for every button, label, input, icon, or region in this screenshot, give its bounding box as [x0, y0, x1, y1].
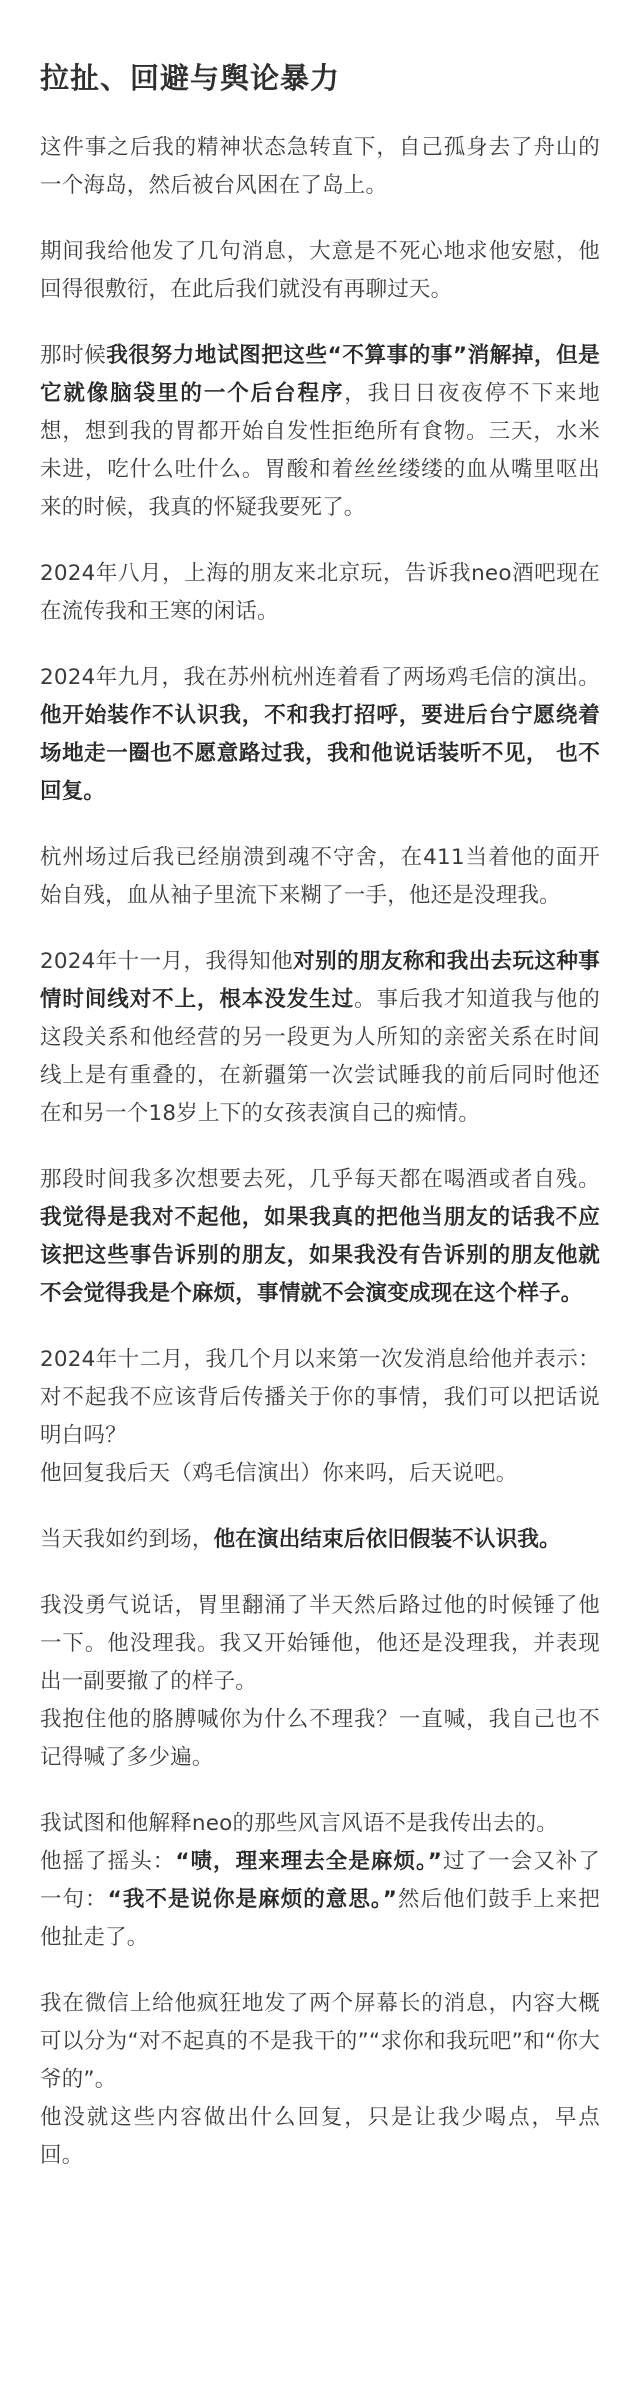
paragraph: [40, 129, 600, 205]
paragraph-text: 我在微信上给他疯狂地发了两个屏幕长的消息，内容大概可以分为“对不起真的不是我干的”“求你和我玩吧”和“你大爷的”。: [40, 1991, 600, 2092]
article-body: [40, 129, 600, 2175]
paragraph-text: 然后他们鼓手上来把他扯走了。: [40, 1887, 600, 1950]
paragraph-text: 我没勇气说话，胃里翻涌了半天然后路过他的时候锤了他一下。他没理我。我又开始锤他，他还是没理我，并表现出一副要撤了的样子。: [40, 1593, 600, 1694]
emphasized-text: 他在演出结束后依旧假装不认识我。: [213, 1527, 561, 1552]
paragraph-text: 2024年八月，上海的朋友来北京玩，告诉我neo酒吧现在在流传我和王寒的闲话。: [40, 561, 600, 624]
paragraph: [40, 1161, 600, 1313]
paragraph: [40, 943, 600, 1133]
paragraph: [40, 337, 600, 527]
paragraph-text: 。事后我才知道我与他的这段关系和他经营的另一段更为人所知的亲密关系在时间线上是有重叠的，在新疆第一次尝试睡我的前后同时他还在和另一个18岁上下的女孩表演自己的痴情。: [40, 987, 601, 1126]
paragraph-text: 2024年十一月，我得知他: [40, 949, 294, 974]
paragraph-text: 这件事之后我的精神状态急转直下，自己孤身去了舟山的一个海岛，然后被台风困在了岛上。: [40, 135, 600, 198]
paragraph: [40, 1341, 600, 1493]
emphasized-text: “我不是说你是麻烦的意思。”: [107, 1887, 398, 1912]
paragraph-text: 期间我给他发了几句消息，大意是不死心地求他安慰，他回得很敷衍，在此后我们就没有再聊过天。: [40, 239, 600, 302]
paragraph: [40, 555, 600, 631]
paragraph-text: 我试图和他解释neo的那些风言风语不是我传出去的。: [40, 1811, 559, 1836]
paragraph-text: 那段时间我多次想要去死，几乎每天都在喝酒或者自残。: [40, 1167, 600, 1192]
paragraph-text: 2024年十二月，我几个月以来第一次发消息给他并表示：对不起我不应该背后传播关于你的事情，我们可以把话说明白吗？: [40, 1347, 600, 1448]
emphasized-text: “啧，理来理去全是麻烦。”: [175, 1849, 443, 1874]
paragraph: [40, 839, 600, 915]
article-title: 拉扯、回避与舆论暴力: [40, 61, 341, 95]
paragraph: [40, 233, 600, 309]
paragraph-text: 过了一会又补了一句：: [40, 1849, 600, 1912]
paragraph-text: 当天我如约到场，: [40, 1527, 214, 1552]
paragraph-text: 他回复我后天（鸡毛信演出）你来吗，后天说吧。: [40, 1461, 518, 1486]
paragraph-text: 2024年九月，我在苏州杭州连着看了两场鸡毛信的演出。: [40, 665, 600, 690]
emphasized-text: 我很努力地试图把这些“不算事的事”消解掉，但是它就像脑袋里的一个后台程序: [40, 343, 600, 406]
paragraph-text: 我抱住他的胳膊喊你为什么不理我？一直喊，我自己也不记得喊了多少遍。: [40, 1707, 600, 1770]
paragraph-text: 那时候: [40, 343, 107, 368]
paragraph: [40, 1985, 600, 2175]
paragraph: [40, 1805, 600, 1957]
emphasized-text: 我觉得是我对不起他，如果我真的把他当朋友的话我不应该把这些事告诉别的朋友，如果我没有告诉别的朋友他就不会觉得我是个麻烦，事情就不会演变成现在这个样子。: [40, 1205, 600, 1306]
paragraph: [40, 659, 600, 811]
paragraph-text: 他摇了摇头：: [40, 1849, 176, 1874]
paragraph: [40, 1521, 600, 1559]
paragraph-text: 杭州场过后我已经崩溃到魂不守舍，在411当着他的面开始自残，血从袖子里流下来糊了一手，他还是没理我。: [40, 845, 600, 908]
paragraph: [40, 1587, 600, 1777]
emphasized-text: 他开始装作不认识我，不和我打招呼，要进后台宁愿绕着场地走一圈也不愿意路过我，我和他说话装听不见， 也不回复。: [40, 703, 600, 804]
emphasized-text: 对别的朋友称和我出去玩这种事情时间线对不上，根本没发生过: [40, 949, 600, 1012]
paragraph-text: ，我日日夜夜停不下来地想，想到我的胃都开始自发性拒绝所有食物。三天，水米未进，吃什么吐什么。胃酸和着丝丝缕缕的血从嘴里呕出来的时候，我真的怀疑我要死了。: [40, 381, 601, 520]
paragraph-text: 他没就这些内容做出什么回复，只是让我少喝点，早点回。: [40, 2105, 600, 2168]
